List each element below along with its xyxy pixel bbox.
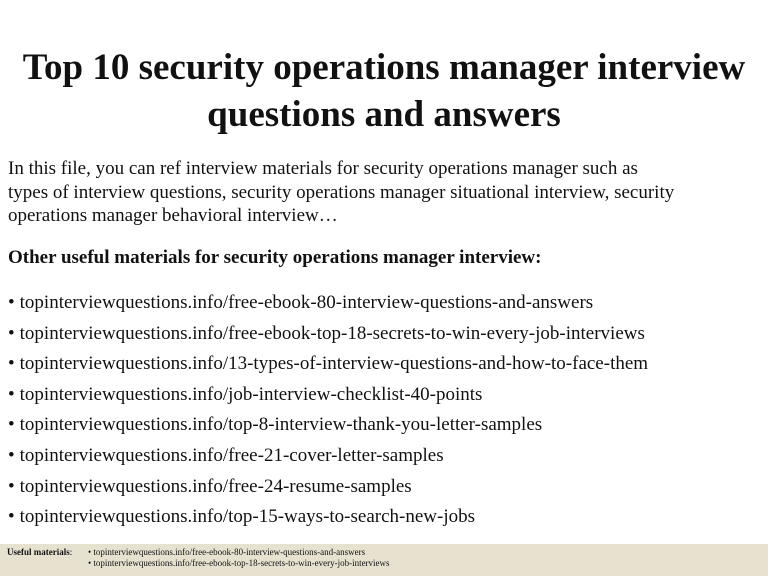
materials-heading: Other useful materials for security operations manager interview: [8,247,542,268]
footer-label-separator: : [69,547,73,557]
footer-link[interactable]: • topinterviewquestions.info/free-ebook-top-18-secrets-to-win-every-job-interviews [88,558,390,568]
intro-line-3: operations manager behavioral interview… [8,205,338,226]
list-item[interactable] [8,472,760,503]
intro-line-2: types of interview questions, security operations manager situational interview, security [8,181,675,203]
intro-paragraph [8,157,760,228]
link-text[interactable]: topinterviewquestions.info/top-15-ways-to-search-new-jobs [19,506,476,528]
bullet-icon: • [8,414,15,436]
link-text[interactable]: topinterviewquestions.info/free-ebook-80-interview-questions-and-answers [19,292,594,313]
bullet-icon: • [8,475,15,497]
link-text[interactable]: topinterviewquestions.info/top-8-interview-thank-you-letter-samples [19,414,543,436]
materials-list [8,288,760,533]
title-line-1: Top 10 security operations manager interview [22,47,746,88]
list-item[interactable] [8,380,760,411]
bullet-icon: • [8,353,15,375]
link-text[interactable]: topinterviewquestions.info/job-interview-checklist-40-points [19,383,483,405]
link-text[interactable]: topinterviewquestions.info/free-24-resume-samples [19,475,412,497]
footer-link[interactable]: • topinterviewquestions.info/free-ebook-80-interview-questions-and-answers [88,547,366,557]
list-item[interactable] [8,319,760,350]
link-text[interactable]: topinterviewquestions.info/free-21-cover-letter-samples [19,444,444,466]
bullet-icon: • [8,506,15,528]
footer-links [88,547,390,569]
link-text[interactable]: topinterviewquestions.info/13-types-of-interview-questions-and-how-to-face-them [19,353,649,375]
list-item[interactable] [8,349,760,380]
bullet-icon: • [8,292,15,313]
title-line-2: questions and answers [207,94,561,135]
list-item[interactable] [8,410,760,441]
list-item[interactable] [8,441,760,472]
bullet-icon: • [8,383,15,405]
list-item[interactable] [8,288,760,319]
page-title [0,44,768,138]
intro-line-1: In this file, you can ref interview materials for security operations manager such as [8,158,638,179]
footer-label-text: Useful materials [7,547,70,557]
footer-bar [0,544,768,576]
bullet-icon: • [8,322,15,344]
bullet-icon: • [8,444,15,466]
footer-label [7,547,72,558]
list-item[interactable] [8,502,760,533]
link-text[interactable]: topinterviewquestions.info/free-ebook-top-18-secrets-to-win-every-job-interviews [19,322,645,344]
